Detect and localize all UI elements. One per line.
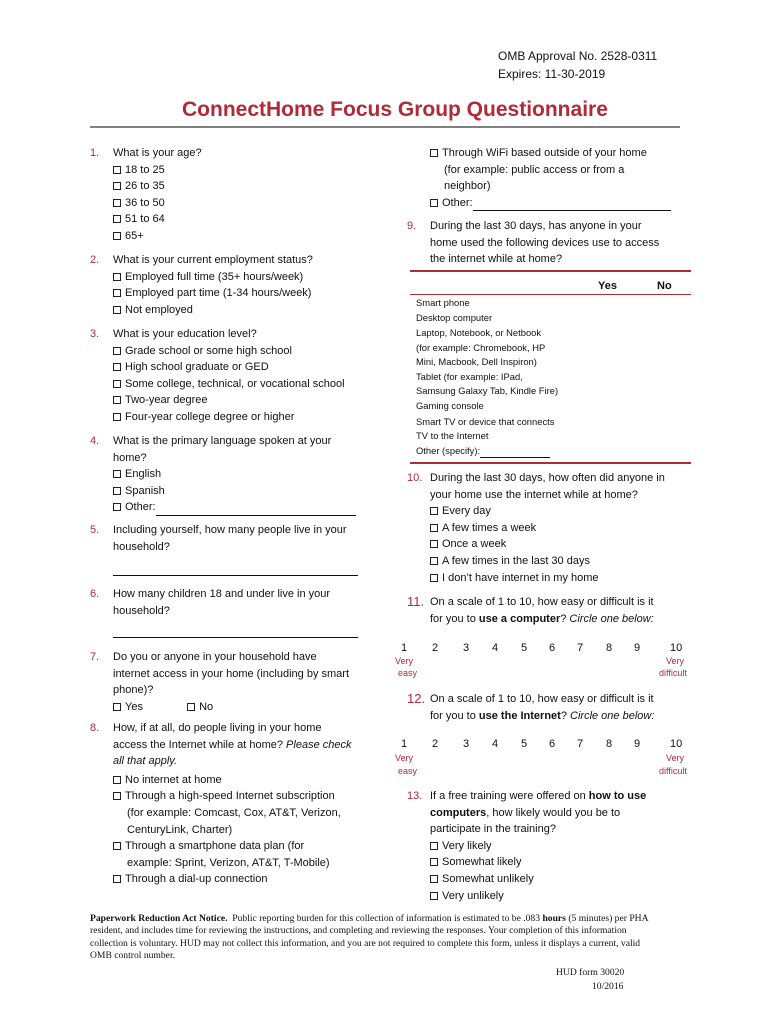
checkbox-icon[interactable]	[113, 273, 121, 281]
question-8-continued: Through WiFi based outside of your home (for example: public access or from a neighbor) Other:	[430, 145, 690, 211]
other-line[interactable]	[156, 504, 356, 516]
checkbox-icon[interactable]	[113, 199, 121, 207]
q13-option[interactable]: Very likely	[430, 838, 697, 855]
checkbox-icon[interactable]	[430, 540, 438, 548]
device-row: Smart phone	[416, 297, 470, 308]
scale-number[interactable]: 6	[549, 642, 556, 654]
q10-option[interactable]: A few times a week	[430, 520, 697, 537]
q1-option[interactable]: 26 to 35	[113, 178, 370, 195]
form-date: 10/2016	[592, 981, 624, 992]
device-row: Other (specify):	[416, 444, 558, 458]
scale-number[interactable]: 5	[521, 738, 528, 750]
q5-answer-line[interactable]	[113, 575, 358, 576]
checkbox-icon[interactable]	[187, 703, 195, 711]
scale-number[interactable]: 6	[549, 738, 556, 750]
checkbox-icon[interactable]	[113, 166, 121, 174]
q6-answer-line[interactable]	[113, 637, 358, 638]
checkbox-icon[interactable]	[430, 507, 438, 515]
checkbox-icon[interactable]	[113, 792, 121, 800]
checkbox-icon[interactable]	[430, 858, 438, 866]
q1-option[interactable]: 51 to 64	[113, 211, 370, 228]
q13-option[interactable]: Very unlikely	[430, 888, 697, 905]
question-8: 8. How, if at all, do people living in your home access the Internet while at home? Please check all that apply. No internet at home Through a high-speed Internet subscription (for example: Comcast, Cox, AT&T, Verizon, CenturyLink, Charter) Through a smartphone data plan (for example: Sprint, Verizon, AT&T, T-Mobile) Through a dial-up connection	[90, 720, 380, 888]
q10-option[interactable]: Once a week	[430, 536, 697, 553]
scale-label: Very	[395, 753, 414, 763]
checkbox-icon[interactable]	[113, 306, 121, 314]
col-yes: Yes	[598, 280, 617, 292]
checkbox-icon[interactable]	[113, 487, 121, 495]
form-number: HUD form 30020	[556, 967, 625, 978]
checkbox-icon[interactable]	[113, 347, 121, 355]
checkbox-icon[interactable]	[430, 574, 438, 582]
q2-option[interactable]: Not employed	[113, 302, 380, 319]
device-row: Tablet (for example: IPad, Samsung Galaxy Tab, Kindle Fire)	[416, 371, 559, 397]
q3-option[interactable]: Four-year college degree or higher	[113, 409, 380, 426]
omb-expires: Expires: 11-30-2019	[498, 67, 606, 81]
q7-no[interactable]: No	[187, 701, 213, 713]
q4-option[interactable]: English	[113, 466, 380, 483]
scale-number[interactable]: 8	[606, 738, 613, 750]
question-9: 9. During the last 30 days, has anyone in your home used the following devices use to access the internet while at home?	[407, 220, 660, 266]
question-13: 13. If a free training were offered on how to use computers, how likely would you be to participate in the training? Very likely Somewhat likely Somewhat unlikely Very unlikely	[407, 788, 697, 904]
q10-option[interactable]: I don’t have internet in my home	[430, 570, 697, 587]
q1-option[interactable]: 18 to 25	[113, 162, 370, 179]
device-row: Gaming console	[416, 400, 484, 412]
question-2: 2. What is your current employment status? Employed full time (35+ hours/week) Employed part time (1-34 hours/week) Not employed	[90, 252, 380, 318]
other-line[interactable]	[480, 448, 550, 458]
table-bottom-rule	[410, 462, 691, 464]
q3-option[interactable]: Grade school or some high school	[113, 343, 380, 360]
table-top-rule	[410, 270, 691, 272]
scale-number[interactable]: 4	[492, 642, 499, 654]
scale-number[interactable]: 1	[401, 642, 408, 654]
q2-option[interactable]: Employed full time (35+ hours/week)	[113, 269, 380, 286]
q8-option[interactable]: Through a high-speed Internet subscription	[113, 788, 380, 805]
checkbox-icon[interactable]	[430, 557, 438, 565]
q8-option[interactable]: Through WiFi based outside of your home	[430, 145, 690, 162]
q2-option[interactable]: Employed part time (1-34 hours/week)	[113, 285, 380, 302]
scale-number[interactable]: 9	[634, 642, 641, 654]
checkbox-icon[interactable]	[113, 776, 121, 784]
q8-option[interactable]: No internet at home	[113, 772, 380, 789]
checkbox-icon[interactable]	[113, 413, 121, 421]
q3-option[interactable]: Some college, technical, or vocational school	[113, 376, 380, 393]
checkbox-icon[interactable]	[113, 503, 121, 511]
q13-option[interactable]: Somewhat unlikely	[430, 871, 697, 888]
checkbox-icon[interactable]	[113, 703, 121, 711]
question-5: 5. Including yourself, how many people live in your household?	[90, 524, 347, 553]
scale-label: Very	[666, 656, 685, 666]
checkbox-icon[interactable]	[113, 232, 121, 240]
scale-label: difficult	[659, 766, 687, 776]
scale-number[interactable]: 4	[492, 738, 499, 750]
checkbox-icon[interactable]	[430, 199, 438, 207]
q3-option[interactable]: Two-year degree	[113, 392, 380, 409]
checkbox-icon[interactable]	[430, 524, 438, 532]
col-no: No	[657, 280, 672, 292]
omb-approval: OMB Approval No. 2528-0311	[498, 49, 658, 63]
q13-option[interactable]: Somewhat likely	[430, 854, 697, 871]
scale-number[interactable]: 2	[432, 642, 439, 654]
scale-number[interactable]: 7	[577, 642, 584, 654]
question-7: 7. Do you or anyone in your household have internet access in your home (including by smart phone)? Yes No	[90, 651, 349, 713]
scale-label: easy	[398, 668, 418, 678]
checkbox-icon[interactable]	[113, 875, 121, 883]
table-header-rule	[410, 294, 691, 295]
q3-option[interactable]: High school graduate or GED	[113, 359, 380, 376]
question-6: 6. How many children 18 and under live in your household?	[90, 588, 331, 617]
scale-label: difficult	[659, 668, 687, 678]
question-10: 10. During the last 30 days, how often did anyone in your home use the internet while at home? Every day A few times a week Once a week A few times in the last 30 days I don’t have internet in my home	[407, 470, 697, 586]
page-title: ConnectHome Focus Group Questionnaire	[182, 98, 608, 121]
checkbox-icon[interactable]	[113, 363, 121, 371]
checkbox-icon[interactable]	[430, 149, 438, 157]
other-line[interactable]	[473, 199, 671, 211]
checkbox-icon[interactable]	[430, 842, 438, 850]
scale-label: Very	[395, 656, 414, 666]
checkbox-icon[interactable]	[113, 215, 121, 223]
scale-number[interactable]: 10	[670, 642, 683, 654]
device-row: Smart TV or device that connects TV to the Internet	[416, 415, 555, 441]
scale-number[interactable]: 7	[577, 738, 584, 750]
q10-option[interactable]: Every day	[430, 503, 697, 520]
checkbox-icon[interactable]	[113, 396, 121, 404]
checkbox-icon[interactable]	[430, 892, 438, 900]
scale-number[interactable]: 3	[463, 642, 470, 654]
question-4: 4. What is the primary language spoken at your home? English Spanish Other:	[90, 433, 380, 516]
checkbox-icon[interactable]	[430, 875, 438, 883]
q7-yes[interactable]: Yes	[113, 701, 143, 713]
q4-option[interactable]: Spanish	[113, 483, 380, 500]
q8-option[interactable]: Through a smartphone data plan (for	[113, 838, 380, 855]
question-11: 11. On a scale of 1 to 10, how easy or difficult is it for you to use a computer? Circle one below:	[407, 594, 654, 625]
device-row: Desktop computer	[416, 312, 493, 324]
q8-option[interactable]: Other:	[430, 195, 690, 212]
scale-number[interactable]: 5	[521, 642, 528, 654]
q1-option[interactable]: 65+	[113, 228, 370, 245]
checkbox-icon[interactable]	[113, 380, 121, 388]
question-3: 3. What is your education level? Grade school or some high school High school graduate or GED Some college, technical, or vocational school Two-year degree Four-year college degree or higher	[90, 326, 380, 426]
q10-option[interactable]: A few times in the last 30 days	[430, 553, 697, 570]
checkbox-icon[interactable]	[113, 289, 121, 297]
checkbox-icon[interactable]	[113, 182, 121, 190]
checkbox-icon[interactable]	[113, 842, 121, 850]
scale-number[interactable]: 8	[606, 642, 613, 654]
scale-number[interactable]: 9	[634, 738, 641, 750]
scale-number[interactable]: 1	[401, 738, 408, 750]
question-1: 1. What is your age? 18 to 25 26 to 35 36 to 50 51 to 64 65+	[90, 145, 370, 245]
device-row: Laptop, Notebook, or Netbook (for example: Chromebook, HP Mini, Macbook, Dell Inspiron)	[416, 327, 546, 367]
scale-label: Very	[666, 753, 685, 763]
q1-option[interactable]: 36 to 50	[113, 195, 370, 212]
question-12: 12. On a scale of 1 to 10, how easy or difficult is it for you to use the Internet? Circle one below:	[407, 691, 655, 722]
checkbox-icon[interactable]	[113, 470, 121, 478]
title-rule	[90, 126, 680, 128]
scale-number[interactable]: 3	[463, 738, 470, 750]
q4-option[interactable]: Other:	[113, 499, 380, 516]
scale-number[interactable]: 2	[432, 738, 439, 750]
device-table	[416, 296, 558, 458]
paperwork-notice: Paperwork Reduction Act Notice. Public reporting burden for this collection of information is estimated to be .083 hours (5 minutes) per PHA resident, and includes time for reviewing the instructions, and completing and reviewing the responses. Your completion of this information collection is voluntary. HUD may not collect this information, and you are not required to complete this form, unless it displays a current, valid OMB control number.	[90, 913, 649, 962]
q8-option[interactable]: Through a dial-up connection	[113, 871, 380, 888]
scale-label: easy	[398, 766, 418, 776]
scale-number[interactable]: 10	[670, 738, 683, 750]
